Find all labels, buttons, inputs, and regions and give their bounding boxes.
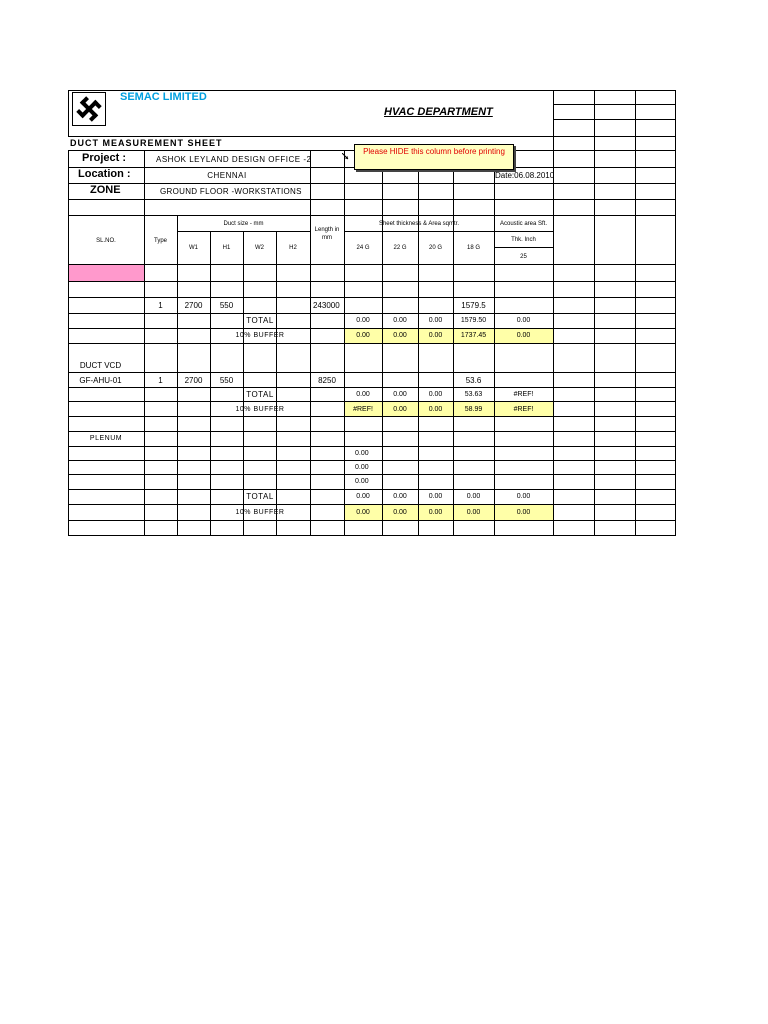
s1-total-22g: 0.00 [393, 317, 407, 324]
s3-total-acoustic: 0.00 [516, 493, 531, 500]
s3-row-24g: 0.00 [355, 450, 369, 457]
s2-buffer-acoustic: #REF! [513, 406, 534, 413]
s1-total-20g: 0.00 [428, 317, 443, 324]
s3-total-18g: 0.00 [466, 493, 481, 500]
col-length: Length in mm [314, 227, 340, 241]
s2-total-18g: 53.63 [464, 391, 483, 398]
s1-total-acoustic: 0.00 [516, 317, 531, 324]
s3-total-22g: 0.00 [393, 493, 407, 500]
col-acoustic: Acoustic area Sft. [499, 221, 548, 227]
company-logo [72, 92, 106, 126]
col-w2: W2 [255, 245, 264, 251]
zone-value: GROUND FLOOR -WORKSTATIONS [160, 187, 302, 196]
col-w1: W1 [189, 245, 198, 251]
project-label: Project : [82, 152, 127, 164]
s2-sl: GF-AHU-01 [79, 376, 122, 385]
s1-length: 243000 [313, 301, 340, 310]
col-type: Type [153, 238, 167, 244]
s3-row-24g: 0.00 [355, 478, 369, 485]
s3-total-24g: 0.00 [356, 493, 370, 500]
s2-length: 8250 [318, 376, 336, 385]
col-sheet-area: Sheet thickness & Area sqmtr. [378, 221, 460, 227]
s1-buffer-acoustic: 0.00 [516, 332, 531, 339]
s3-title: PLENUM [89, 435, 123, 442]
s3-total-label: TOTAL [246, 492, 274, 501]
s2-total-label: TOTAL [246, 390, 274, 399]
department-title: HVAC DEPARTMENT [384, 106, 493, 118]
selected-cell[interactable] [68, 265, 144, 281]
s2-total-20g: 0.00 [428, 391, 443, 398]
s1-buffer-label: 10% BUFFER [235, 332, 285, 339]
s3-total-20g: 0.00 [428, 493, 443, 500]
col-22g: 22 G [393, 245, 407, 251]
s2-title: DUCT VCD [79, 361, 122, 370]
s1-buffer-22g: 0.00 [393, 332, 407, 339]
comment-indicator [342, 150, 350, 158]
col-18g: 18 G [466, 245, 480, 251]
project-value: ASHOK LEYLAND DESIGN OFFICE -2 [156, 155, 312, 164]
s1-buffer-20g: 0.00 [428, 332, 443, 339]
comment-text: Please HIDE this column before printing [363, 147, 505, 156]
s1-total-18g: 1579.50 [460, 317, 487, 324]
s1-total-24g: 0.00 [356, 317, 370, 324]
col-24g: 24 G [356, 245, 370, 251]
s2-type: 1 [158, 376, 163, 385]
s3-buffer-label: 10% BUFFER [235, 509, 285, 516]
s3-row-24g: 0.00 [355, 464, 369, 471]
s2-total-acoustic: #REF! [513, 391, 534, 398]
sheet-title: DUCT MEASUREMENT SHEET [70, 138, 223, 148]
s1-buffer-24g: 0.00 [356, 332, 370, 339]
s1-buffer-18g: 1737.45 [460, 332, 487, 339]
s2-h1: 550 [219, 376, 234, 385]
s3-buffer-20g: 0.00 [428, 509, 443, 516]
s2-18g: 53.6 [465, 376, 482, 385]
col-thk-value: 25 [520, 254, 527, 260]
s3-buffer-18g: 0.00 [466, 509, 481, 516]
company-name: SEMAC LIMITED [120, 91, 207, 103]
col-h1: H1 [222, 245, 231, 251]
s3-buffer-acoustic: 0.00 [516, 509, 531, 516]
s2-buffer-20g: 0.00 [428, 406, 443, 413]
col-h2: H2 [289, 245, 297, 251]
col-duct-size: Duct size - mm [223, 221, 264, 227]
s2-buffer-24g: #REF! [353, 406, 373, 413]
s3-buffer-22g: 0.00 [393, 509, 407, 516]
s1-w1: 2700 [184, 301, 203, 310]
col-thk: Thk. Inch [511, 237, 536, 243]
s2-buffer-22g: 0.00 [393, 406, 407, 413]
s1-18g: 1579.5 [461, 301, 486, 310]
col-20g: 20 G [428, 245, 442, 251]
comment-note[interactable] [354, 144, 514, 170]
s1-total-label: TOTAL [246, 316, 274, 325]
s1-h1: 550 [219, 301, 234, 310]
s3-buffer-24g: 0.00 [356, 509, 370, 516]
s2-buffer-18g: 58.99 [464, 406, 483, 413]
location-value: CHENNAI [207, 171, 247, 180]
s2-w1: 2700 [184, 376, 203, 385]
s2-buffer-label: 10% BUFFER [235, 406, 285, 413]
s1-type: 1 [158, 301, 163, 310]
zone-label: ZONE [90, 184, 121, 196]
s2-total-22g: 0.00 [393, 391, 407, 398]
location-label: Location : [78, 168, 131, 180]
s2-total-24g: 0.00 [356, 391, 370, 398]
col-sl-no: SL.NO. [96, 238, 116, 244]
date-value: Date:06.08.2010 [495, 171, 555, 180]
